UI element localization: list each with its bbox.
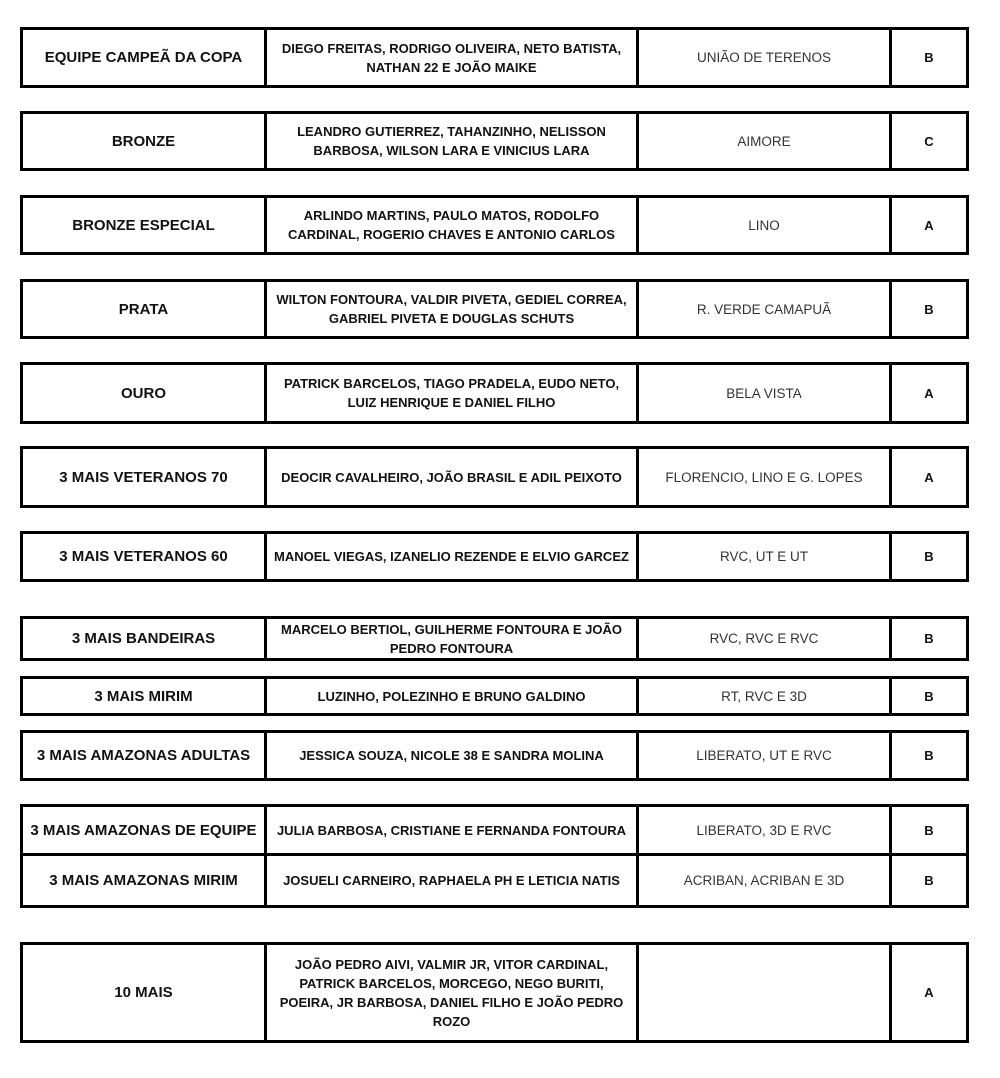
club-cell: LIBERATO, 3D E RVC [639,807,892,853]
names-cell: PATRICK BARCELOS, TIAGO PRADELA, EUDO NETO, LUIZ HENRIQUE E DANIEL FILHO [267,365,639,421]
table-row [20,942,969,1043]
names-cell: MARCELO BERTIOL, GUILHERME FONTOURA E JOÃO PEDRO FONTOURA [267,619,639,658]
club-cell: LINO [639,198,892,252]
names-cell: LUZINHO, POLEZINHO E BRUNO GALDINO [267,679,639,713]
club-cell: ACRIBAN, ACRIBAN E 3D [639,856,892,905]
category-cell: OURO [23,365,267,421]
names-cell: JESSICA SOUZA, NICOLE 38 E SANDRA MOLINA [267,733,639,778]
club-cell: FLORENCIO, LINO E G. LOPES [639,449,892,505]
category-cell: 3 MAIS BANDEIRAS [23,619,267,658]
table-row [20,676,969,716]
category-cell: 3 MAIS AMAZONAS MIRIM [23,856,267,905]
category-cell: 3 MAIS VETERANOS 70 [23,449,267,505]
names-cell: MANOEL VIEGAS, IZANELIO REZENDE E ELVIO GARCEZ [267,534,639,579]
club-cell: RVC, RVC E RVC [639,619,892,658]
club-cell: UNIÃO DE TERENOS [639,30,892,85]
table-row [20,195,969,255]
grade-cell: A [924,217,934,233]
table-row [20,362,969,424]
table-row [20,111,969,171]
category-cell: 3 MAIS VETERANOS 60 [23,534,267,579]
grade-cell: A [924,985,934,1000]
category-cell: 3 MAIS AMAZONAS DE EQUIPE [23,807,267,853]
grade-cell: B [924,50,934,65]
names-cell: DEOCIR CAVALHEIRO, JOÃO BRASIL E ADIL PEIXOTO [267,449,639,505]
grade-cell: B [924,301,934,317]
table-row [20,446,969,508]
names-cell: JULIA BARBOSA, CRISTIANE E FERNANDA FONTOURA [267,807,639,853]
names-cell: WILTON FONTOURA, VALDIR PIVETA, GEDIEL CORREA, GABRIEL PIVETA E DOUGLAS SCHUTS [267,282,639,336]
grade-cell: B [924,688,934,704]
category-cell: 3 MAIS AMAZONAS ADULTAS [23,733,267,778]
table-row [20,853,969,908]
club-cell: LIBERATO, UT E RVC [639,733,892,778]
table-row [20,616,969,661]
grade-cell: B [924,873,934,888]
table-row [20,27,969,88]
club-cell: BELA VISTA [639,365,892,421]
table-row [20,279,969,339]
category-cell: 10 MAIS [23,945,267,1040]
table-row [20,730,969,781]
grade-cell: B [924,631,934,646]
club-cell: R. VERDE CAMAPUÃ [639,282,892,336]
category-cell: 3 MAIS MIRIM [23,679,267,713]
club-cell: RVC, UT E UT [639,534,892,579]
category-cell: PRATA [23,282,267,336]
table-row [20,804,969,856]
club-cell [639,945,892,1040]
grade-cell: B [924,822,934,838]
grade-cell: A [924,385,934,401]
category-cell: BRONZE ESPECIAL [23,198,267,252]
grade-cell: A [924,469,934,485]
club-cell: RT, RVC E 3D [639,679,892,713]
names-cell: JOSUELI CARNEIRO, RAPHAELA PH E LETICIA NATIS [267,856,639,905]
table-row [20,531,969,582]
grade-cell: B [924,748,934,763]
grade-cell: B [924,549,934,564]
club-cell: AIMORE [639,114,892,168]
category-cell: BRONZE [23,114,267,168]
names-cell: JOÃO PEDRO AIVI, VALMIR JR, VITOR CARDINAL, PATRICK BARCELOS, MORCEGO, NEGO BURITI, POEIRA, JR BARBOSA, DANIEL FILHO E JOÃO PEDRO ROZO [267,945,639,1040]
grade-cell: C [924,133,934,149]
names-cell: DIEGO FREITAS, RODRIGO OLIVEIRA, NETO BATISTA, NATHAN 22 E JOÃO MAIKE [267,30,639,85]
names-cell: ARLINDO MARTINS, PAULO MATOS, RODOLFO CARDINAL, ROGERIO CHAVES E ANTONIO CARLOS [267,198,639,252]
category-cell: EQUIPE CAMPEÃ DA COPA [23,30,267,85]
names-cell: LEANDRO GUTIERREZ, TAHANZINHO, NELISSON BARBOSA, WILSON LARA E VINICIUS LARA [267,114,639,168]
